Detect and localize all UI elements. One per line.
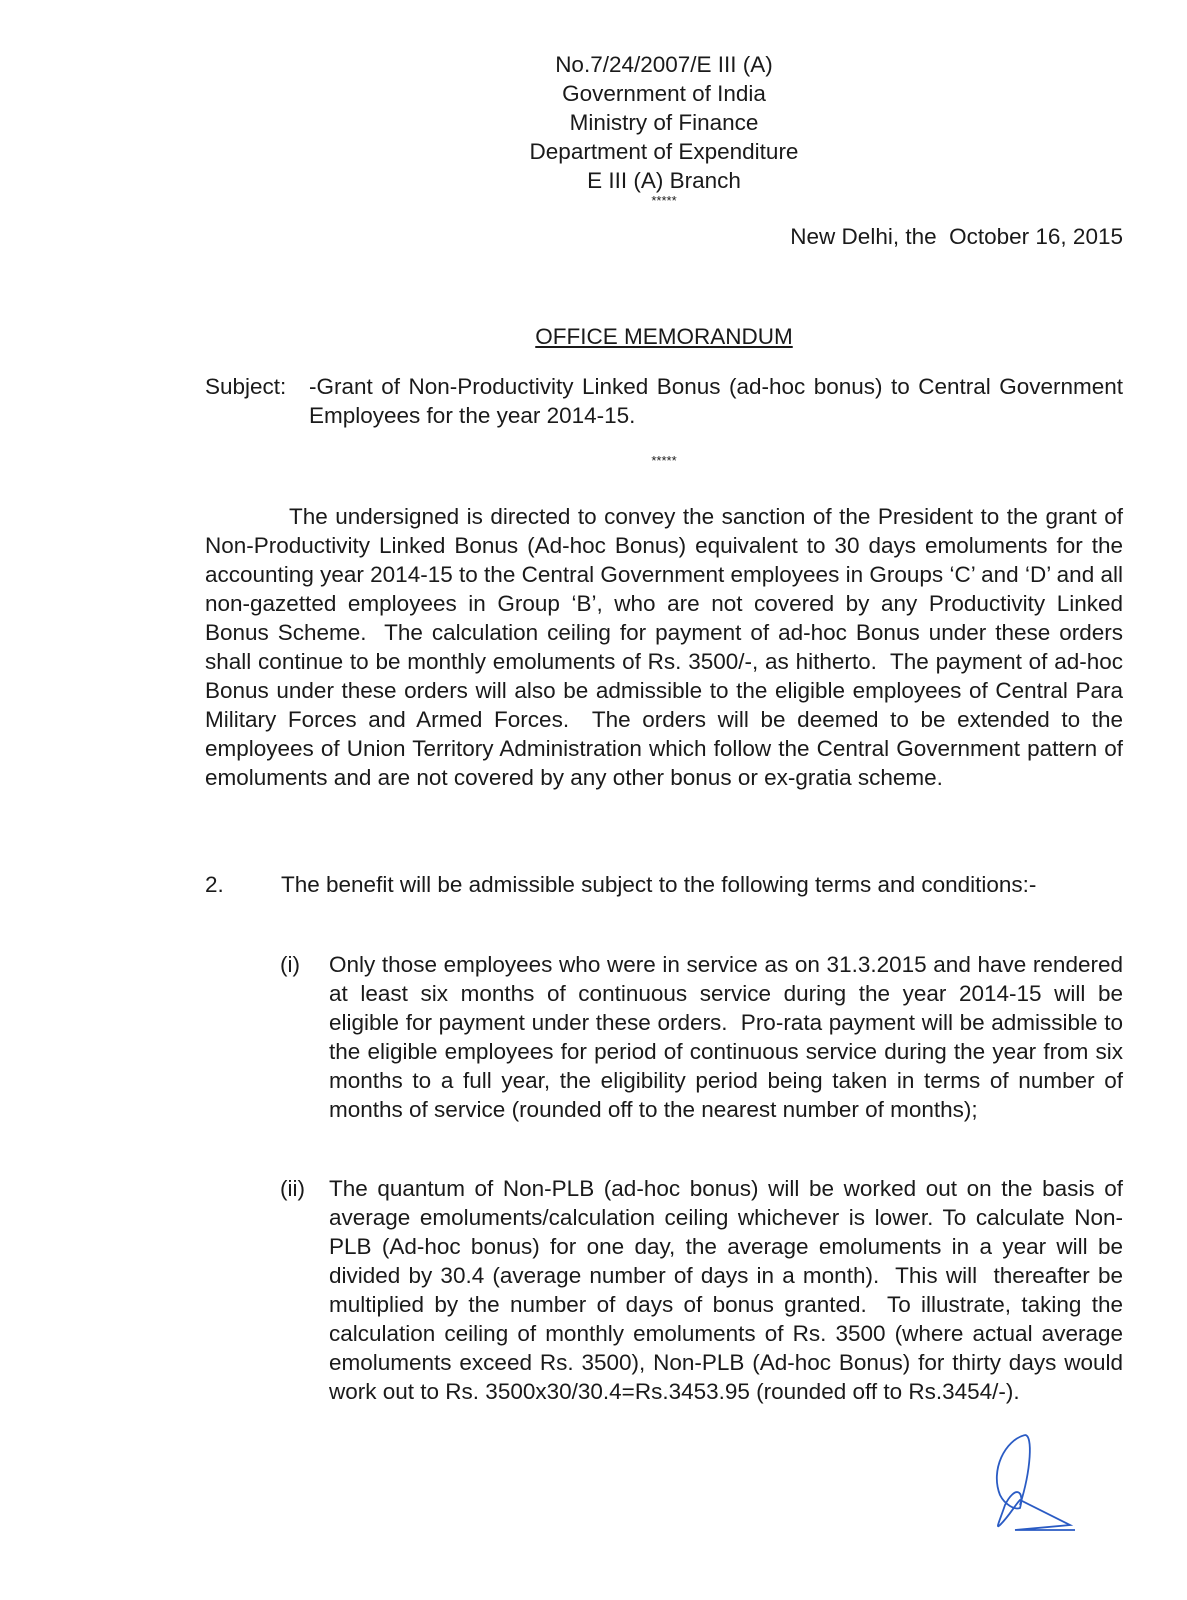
condition-number: (ii) xyxy=(280,1176,305,1201)
branch-name: E III (A) Branch xyxy=(587,168,741,193)
subject-label: Subject: xyxy=(205,374,287,399)
subject-text: -Grant of Non-Productivity Linked Bonus (ad-hoc bonus) to Central Government Employees for the year 2014-15. xyxy=(309,374,1123,428)
paragraph-2 xyxy=(205,870,1123,899)
paragraph-2-text: The benefit will be admissible subject to the following terms and conditions:- xyxy=(281,872,1037,897)
title-text: OFFICE MEMORANDUM xyxy=(535,324,793,349)
condition-text: The quantum of Non-PLB (ad-hoc bonus) will be worked out on the basis of average emoluments/calculation ceiling whichever is lower. To calculate Non-PLB (Ad-hoc bonus) for one day, the average emoluments in a year will be divided by 30.4 (average number of days in a month). This will thereafter be multiplied by the number of days of bonus granted. To illustrate, taking the calculation ceiling of monthly emoluments of Rs. 3500 (where actual average emoluments exceed Rs. 3500), Non-PLB (Ad-hoc Bonus) for thirty days would work out to Rs. 3500x30/30.4=Rs.3453.95 (rounded off to Rs.3454/-). xyxy=(329,1176,1130,1404)
date-line: New Delhi, the October 16, 2015 xyxy=(790,224,1123,249)
condition-item xyxy=(280,950,1130,1124)
reference-number: No.7/24/2007/E III (A) xyxy=(555,52,773,77)
ministry-name: Ministry of Finance xyxy=(569,110,759,135)
signature xyxy=(975,1430,1085,1540)
document-title xyxy=(205,322,1123,351)
government-name: Government of India xyxy=(562,81,766,106)
paragraph-number: 2. xyxy=(205,872,224,897)
subject-separator: ***** xyxy=(651,453,677,468)
department-name: Department of Expenditure xyxy=(529,139,799,164)
header-separator: ***** xyxy=(651,193,677,208)
condition-number: (i) xyxy=(280,952,300,977)
paragraph-1: The undersigned is directed to convey the sanction of the President to the grant of Non-Productivity Linked Bonus (Ad-hoc Bonus) equivalent to 30 days emoluments for the accounting year 2014-15 to the Central Government employees in Groups ‘C’ and ‘D’ and all non-gazetted employees in Group ‘B’, who are not covered by any Productivity Linked Bonus Scheme. The calculation ceiling for payment of ad-hoc Bonus under these orders shall continue to be monthly emoluments of Rs. 3500/-, as hitherto. The payment of ad-hoc Bonus under these orders will also be admissible to the eligible employees of Central Para Military Forces and Armed Forces. The orders will be deemed to be extended to the employees of Union Territory Administration which follow the Central Government pattern of emoluments and are not covered by any other bonus or ex-gratia scheme. xyxy=(205,504,1130,790)
condition-text: Only those employees who were in service as on 31.3.2015 and have rendered at least six months of continuous service during the year 2014-15 will be eligible for payment under these orders. Pro-rata payment will be admissible to the eligible employees for period of continuous service during the year from six months to a full year, the eligibility period being taken in terms of number of months of service (rounded off to the nearest number of months); xyxy=(329,952,1130,1122)
subject xyxy=(205,372,1123,430)
letterhead xyxy=(205,50,1123,207)
condition-item xyxy=(280,1174,1130,1406)
